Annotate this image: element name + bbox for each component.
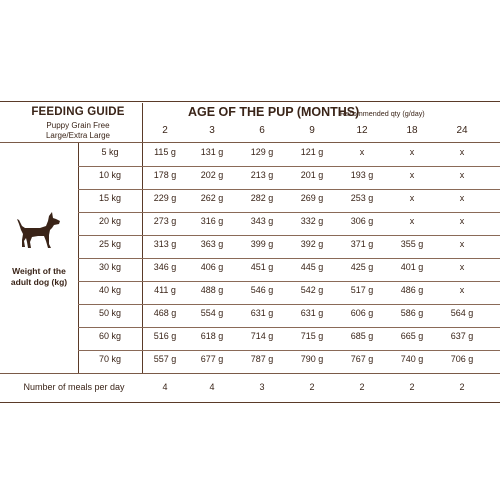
feeding-qty-cell: 740 g — [400, 354, 424, 364]
feeding-qty-cell: 355 g — [400, 239, 424, 249]
feeding-qty-cell: 346 g — [153, 262, 177, 272]
feeding-qty-cell: 306 g — [350, 216, 374, 226]
feeding-qty-cell: x — [459, 147, 465, 157]
feeding-qty-cell: 401 g — [400, 262, 424, 272]
feeding-qty-cell: 706 g — [450, 354, 474, 364]
weight-row-label: 50 kg — [98, 308, 122, 318]
feeding-qty-cell: 316 g — [200, 216, 224, 226]
row-separator — [78, 327, 500, 328]
age-column-header: 6 — [259, 125, 265, 136]
feeding-qty-cell: 202 g — [200, 170, 224, 180]
feeding-qty-cell: 392 g — [300, 239, 324, 249]
feeding-qty-cell: x — [459, 285, 465, 295]
feeding-qty-cell: 273 g — [153, 216, 177, 226]
feeding-qty-cell: x — [359, 147, 365, 157]
feeding-qty-cell: 262 g — [200, 193, 224, 203]
meals-rule — [0, 373, 500, 374]
row-separator — [78, 350, 500, 351]
row-separator — [78, 235, 500, 236]
weight-row-label: 60 kg — [98, 331, 122, 341]
weight-label-line1: Weight of the — [12, 266, 66, 276]
feeding-qty-cell: 631 g — [300, 308, 324, 318]
meals-count-cell: 3 — [259, 382, 265, 392]
feeding-qty-cell: 282 g — [250, 193, 274, 203]
age-column-header: 2 — [162, 125, 168, 136]
weight-row-label: 30 kg — [98, 262, 122, 272]
feeding-qty-cell: 790 g — [300, 354, 324, 364]
recommended-qty-note: Recommended qty (g/day) — [340, 109, 425, 118]
age-heading: AGE OF THE PUP (MONTHS) — [188, 105, 360, 119]
feeding-qty-cell: 586 g — [400, 308, 424, 318]
feeding-qty-cell: 193 g — [350, 170, 374, 180]
feeding-qty-cell: 269 g — [300, 193, 324, 203]
row-separator — [78, 166, 500, 167]
feeding-qty-cell: 546 g — [250, 285, 274, 295]
feeding-qty-cell: 399 g — [250, 239, 274, 249]
feeding-qty-cell: 129 g — [250, 147, 274, 157]
feeding-qty-cell: 486 g — [400, 285, 424, 295]
feeding-qty-cell: 201 g — [300, 170, 324, 180]
feeding-guide-title: FEEDING GUIDE — [31, 106, 125, 118]
row-separator — [78, 258, 500, 259]
feeding-qty-cell: x — [459, 239, 465, 249]
feeding-qty-cell: x — [409, 147, 415, 157]
feeding-qty-cell: 488 g — [200, 285, 224, 295]
feeding-qty-cell: 767 g — [350, 354, 374, 364]
weight-row-label: 25 kg — [98, 239, 122, 249]
meals-count-cell: 4 — [162, 382, 168, 392]
row-separator — [78, 304, 500, 305]
weight-row-label: 15 kg — [98, 193, 122, 203]
feeding-qty-cell: x — [409, 170, 415, 180]
feeding-qty-cell: 121 g — [300, 147, 324, 157]
feeding-qty-cell: 618 g — [200, 331, 224, 341]
feeding-qty-cell: 516 g — [153, 331, 177, 341]
feeding-qty-cell: 425 g — [350, 262, 374, 272]
feeding-qty-cell: x — [409, 193, 415, 203]
feeding-qty-cell: 564 g — [450, 308, 474, 318]
feeding-qty-cell: 557 g — [153, 354, 177, 364]
feeding-qty-cell: 313 g — [153, 239, 177, 249]
feeding-qty-cell: 363 g — [200, 239, 224, 249]
dog-silhouette-icon — [16, 210, 62, 252]
feeding-qty-cell: 517 g — [350, 285, 374, 295]
weight-row-label: 70 kg — [98, 354, 122, 364]
meals-count-cell: 4 — [209, 382, 215, 392]
age-column-header: 3 — [209, 125, 215, 136]
row-separator — [78, 189, 500, 190]
weight-label-line2: adult dog (kg) — [10, 277, 68, 287]
weight-row-label: 40 kg — [98, 285, 122, 295]
feeding-qty-cell: 715 g — [300, 331, 324, 341]
feeding-qty-cell: 677 g — [200, 354, 224, 364]
row-separator — [78, 212, 500, 213]
feeding-qty-cell: 665 g — [400, 331, 424, 341]
feeding-qty-cell: 131 g — [200, 147, 224, 157]
feeding-qty-cell: 637 g — [450, 331, 474, 341]
feeding-qty-cell: 451 g — [250, 262, 274, 272]
feeding-qty-cell: 178 g — [153, 170, 177, 180]
meals-count-cell: 2 — [359, 382, 365, 392]
feeding-qty-cell: x — [459, 193, 465, 203]
feeding-qty-cell: 468 g — [153, 308, 177, 318]
feeding-qty-cell: 542 g — [300, 285, 324, 295]
weight-row-label: 10 kg — [98, 170, 122, 180]
feeding-qty-cell: 406 g — [200, 262, 224, 272]
feeding-qty-cell: 787 g — [250, 354, 274, 364]
feeding-qty-cell: 115 g — [154, 147, 176, 157]
feeding-qty-cell: 253 g — [350, 193, 374, 203]
feeding-qty-cell: 714 g — [250, 331, 274, 341]
meals-per-day-label: Number of meals per day — [23, 382, 125, 392]
feeding-qty-cell: x — [459, 262, 465, 272]
feeding-qty-cell: 229 g — [153, 193, 177, 203]
feeding-qty-cell: 411 g — [154, 285, 176, 295]
weight-row-label: 5 kg — [101, 147, 119, 157]
meals-count-cell: 2 — [459, 382, 465, 392]
product-size: Large/Extra Large — [45, 131, 111, 140]
row-separator — [78, 281, 500, 282]
feeding-qty-cell: 332 g — [300, 216, 324, 226]
meals-count-cell: 2 — [309, 382, 315, 392]
feeding-qty-cell: 606 g — [350, 308, 374, 318]
feeding-qty-cell: 371 g — [350, 239, 374, 249]
age-column-header: 18 — [406, 125, 418, 136]
feeding-qty-cell: 343 g — [250, 216, 274, 226]
age-column-header: 24 — [456, 125, 468, 136]
age-column-header: 12 — [356, 125, 368, 136]
feeding-qty-cell: 554 g — [200, 308, 224, 318]
feeding-qty-cell: 213 g — [250, 170, 274, 180]
feeding-qty-cell: 631 g — [250, 308, 274, 318]
header-rule — [0, 142, 500, 143]
feeding-qty-cell: 445 g — [300, 262, 324, 272]
feeding-qty-cell: x — [459, 216, 465, 226]
product-name: Puppy Grain Free — [46, 121, 110, 130]
age-column-header: 9 — [309, 125, 315, 136]
meals-count-cell: 2 — [409, 382, 415, 392]
feeding-qty-cell: x — [459, 170, 465, 180]
feeding-qty-cell: 685 g — [350, 331, 374, 341]
weight-row-label: 20 kg — [98, 216, 122, 226]
feeding-qty-cell: x — [409, 216, 415, 226]
